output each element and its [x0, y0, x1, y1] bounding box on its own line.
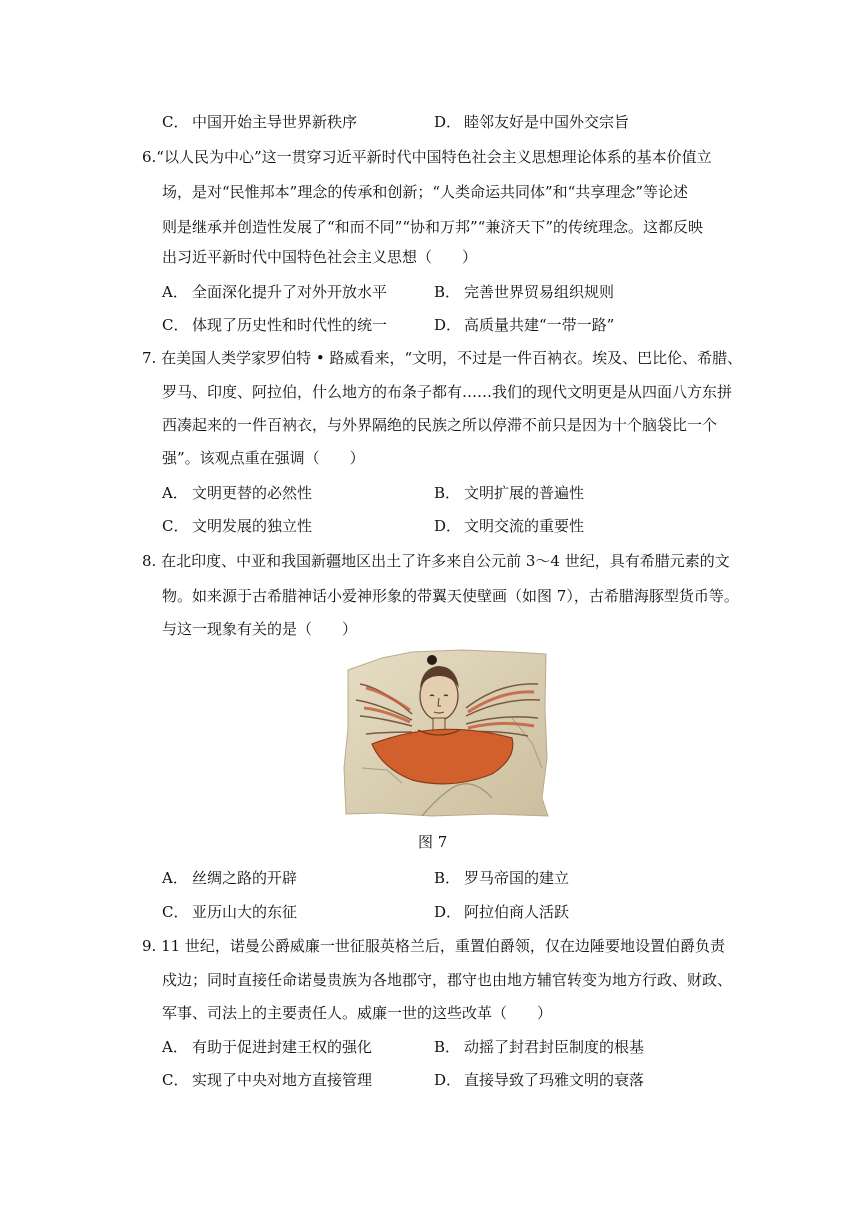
- q8-option-d: D． 阿拉伯商人活跃: [434, 903, 570, 921]
- q9-option-a: A． 有助于促进封建王权的强化: [162, 1038, 373, 1056]
- q6-stem-line-3: 则是继承并创造性发展了“和而不同”“协和万邦”“兼济天下”的传统理念。这都反映: [162, 218, 704, 236]
- q8-option-b: B． 罗马帝国的建立: [434, 869, 570, 887]
- q7-stem-line-4: 强”。该观点重在强调（ ）: [162, 449, 365, 467]
- q7-option-c: C． 文明发展的独立性: [162, 517, 313, 535]
- q9-stem-line-3: 军事、司法上的主要责任人。威廉一世的这些改革（ ）: [162, 1004, 553, 1022]
- q9-stem-line-2: 戍边；同时直接任命诺曼贵族为各地郡守，郡守也由地方辅官转变为地方行政、财政、: [162, 971, 733, 989]
- q7-stem-line-3: 西凑起来的一件百衲衣，与外界隔绝的民族之所以停滞不前只是因为十个脑袋比一个: [162, 416, 718, 434]
- q7-option-d: D． 文明交流的重要性: [434, 517, 585, 535]
- winged-angel-mural-image: [342, 648, 549, 818]
- q9-option-d: D． 直接导致了玛雅文明的衰落: [434, 1071, 645, 1089]
- q7-stem-line-2: 罗马、印度、阿拉伯，什么地方的布条子都有……我们的现代文明更是从四面八方东拼: [162, 383, 733, 401]
- q8-stem-line-1: 8. 在北印度、中亚和我国新疆地区出土了许多来自公元前 3～4 世纪，具有希腊元素的文: [142, 552, 730, 570]
- figure-caption: 图 7: [418, 833, 448, 851]
- q6-stem-line-2: 场，是对“民惟邦本”理念的传承和创新；“人类命运共同体”和“共享理念”等论述: [162, 183, 689, 201]
- q6-option-b: B． 完善世界贸易组织规则: [434, 283, 615, 301]
- q9-stem-line-1: 9. 11 世纪，诺曼公爵威廉一世征服英格兰后，重置伯爵领，仅在边陲要地设置伯爵负责: [142, 937, 725, 955]
- q5-option-c: C． 中国开始主导世界新秩序: [162, 113, 358, 131]
- q6-stem-line-1: 6.“以人民为中心”这一贯穿习近平新时代中国特色社会主义思想理论体系的基本价值立: [142, 148, 712, 166]
- q6-option-d: D． 高质量共建“一带一路”: [434, 316, 615, 334]
- q8-stem-line-2: 物。如来源于古希腊神话小爱神形象的带翼天使壁画（如图 7），古希腊海豚型货币等。: [162, 587, 739, 605]
- q6-option-c: C． 体现了历史性和时代性的统一: [162, 316, 388, 334]
- q6-option-a: A． 全面深化提升了对外开放水平: [162, 283, 388, 301]
- q8-option-c: C． 亚历山大的东征: [162, 903, 298, 921]
- q7-option-a: A． 文明更替的必然性: [162, 484, 313, 502]
- q6-stem-line-4: 出习近平新时代中国特色社会主义思想（ ）: [162, 248, 478, 266]
- q5-option-d: D． 睦邻友好是中国外交宗旨: [434, 113, 630, 131]
- q9-option-c: C． 实现了中央对地方直接管理: [162, 1071, 373, 1089]
- q7-stem-line-1: 7. 在美国人类学家罗伯特 • 路威看来，“文明，不过是一件百衲衣。埃及、巴比伦、希腊、: [142, 349, 743, 367]
- q9-option-b: B． 动摇了封君封臣制度的根基: [434, 1038, 645, 1056]
- q8-stem-line-3: 与这一现象有关的是（ ）: [162, 620, 358, 638]
- q8-option-a: A． 丝绸之路的开辟: [162, 869, 298, 887]
- q7-option-b: B． 文明扩展的普遍性: [434, 484, 585, 502]
